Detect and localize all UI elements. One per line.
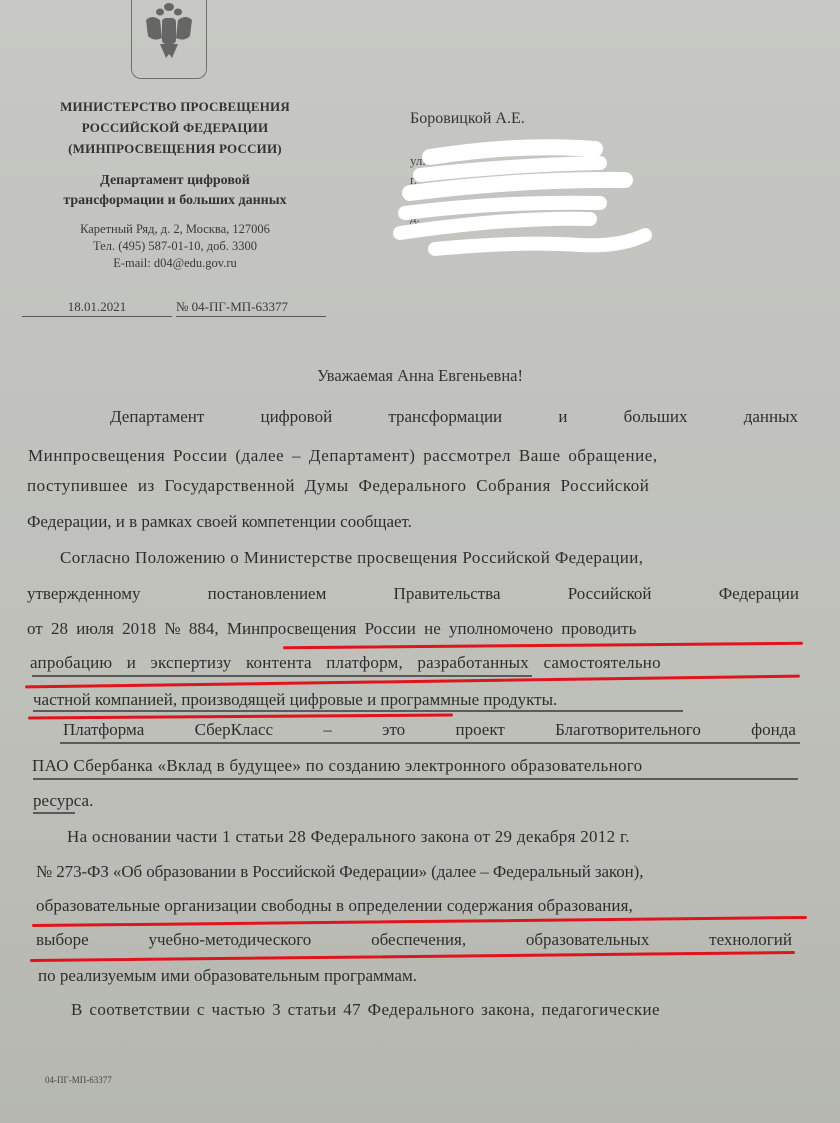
word: и <box>558 407 568 426</box>
pen-underline <box>33 812 75 814</box>
letterhead <box>20 96 330 272</box>
word: Федерации <box>718 584 799 603</box>
ministry-line: РОССИЙСКОЙ ФЕДЕРАЦИИ <box>81 120 269 135</box>
pen-underline <box>33 710 683 712</box>
text-line: ПАО Сбербанка «Вклад в будущее» по созданию электронного образовательного <box>32 756 643 775</box>
address-fragment: д. <box>410 210 420 225</box>
red-underline <box>30 951 795 962</box>
email: E-mail: d04@edu.gov.ru <box>113 256 237 270</box>
word: технологий <box>709 930 792 949</box>
text-line: по реализуемым ими образовательным программам. <box>38 966 417 985</box>
pen-underline <box>32 675 532 677</box>
text-line: В соответствии с частью 3 статьи 47 Федерального закона, педагогические <box>71 1000 660 1019</box>
word: Департамент <box>110 407 205 426</box>
text-line <box>63 720 796 740</box>
highlighted-text: Минпросвещения России не уполномочено проводить <box>226 619 637 638</box>
text-line: образовательные организации свободны в определении содержания образования, <box>36 896 633 915</box>
word: учебно-методического <box>148 930 312 949</box>
text-line <box>27 619 636 639</box>
word: проект <box>455 720 505 739</box>
department-line: Департамент цифровой <box>100 173 250 188</box>
word: постановлением <box>207 584 327 603</box>
word: фонда <box>751 720 796 739</box>
letter-number: № 04-ПГ-МП-63377 <box>176 299 326 317</box>
text-line: Согласно Положению о Министерстве просвещения Российской Федерации, <box>60 548 644 567</box>
word: больших <box>623 407 688 426</box>
text-line: частной компанией, производящей цифровые и программные продукты. <box>33 690 558 709</box>
address-fragment: г. <box>410 172 418 187</box>
text-line: ресурса. <box>33 791 94 810</box>
word: СберКласс <box>194 720 274 739</box>
word: это <box>382 720 406 739</box>
text-line <box>36 930 792 950</box>
word: обеспечения, <box>371 930 467 949</box>
text-line <box>110 407 798 427</box>
footer-document-code: 04-ПГ-МП-63377 <box>45 1075 112 1085</box>
word: данных <box>743 407 798 426</box>
word: выборе <box>36 930 89 949</box>
text-line: Минпросвещения России (далее – Департамент) рассмотрел Ваше обращение, <box>28 446 658 465</box>
text-line: На основании части 1 статьи 28 Федерального закона от 29 декабря 2012 г. <box>67 827 630 846</box>
registration-line <box>22 299 322 319</box>
red-underline <box>32 916 807 927</box>
text-line <box>27 584 799 604</box>
contacts <box>20 221 330 272</box>
word: трансформации <box>388 407 503 426</box>
word: образовательных <box>525 930 650 949</box>
text-line: апробацию и экспертизу контента платформ, разработанных самостоятельно <box>30 653 661 672</box>
russian-coat-of-arms-icon <box>138 0 200 68</box>
ministry-name <box>20 96 330 159</box>
text-line: Федерации, и в рамках своей компетенции сообщает. <box>27 512 412 531</box>
department-name <box>20 171 330 211</box>
red-underline <box>25 675 800 689</box>
ministry-line: МИНИСТЕРСТВО ПРОСВЕЩЕНИЯ <box>60 99 290 114</box>
word: Правительства <box>393 584 501 603</box>
recipient-name: Боровицкой А.Е. <box>410 110 525 127</box>
emblem-frame <box>131 0 207 79</box>
word: цифровой <box>260 407 333 426</box>
salutation: Уважаемая Анна Евгеньевна! <box>316 366 524 385</box>
red-underline <box>283 642 803 650</box>
text-line: № 273-ФЗ «Об образовании в Российской Федерации» (далее – Федеральный закон), <box>36 862 644 881</box>
pen-underline <box>60 742 800 744</box>
department-line: трансформации и больших данных <box>63 193 287 208</box>
phone: Тел. (495) 587-01-10, доб. 3300 <box>93 239 257 253</box>
text-line: поступившее из Государственной Думы Федерального Собрания Российской <box>27 476 650 495</box>
address-fragment: ул. <box>410 153 426 168</box>
word: Благотворительного <box>555 720 701 739</box>
address: Каретный Ряд, д. 2, Москва, 127006 <box>80 222 270 236</box>
redaction-scribble <box>390 135 670 260</box>
word: – <box>323 720 332 739</box>
text-plain: от 28 июля 2018 № 884, <box>27 619 227 638</box>
word: утвержденному <box>27 584 141 603</box>
word: Российской <box>567 584 652 603</box>
red-underline <box>28 714 453 720</box>
ministry-line: (МИНПРОСВЕЩЕНИЯ РОССИИ) <box>68 141 282 156</box>
word: Платформа <box>63 720 145 739</box>
pen-underline <box>33 778 798 780</box>
letter-date: 18.01.2021 <box>22 299 172 317</box>
